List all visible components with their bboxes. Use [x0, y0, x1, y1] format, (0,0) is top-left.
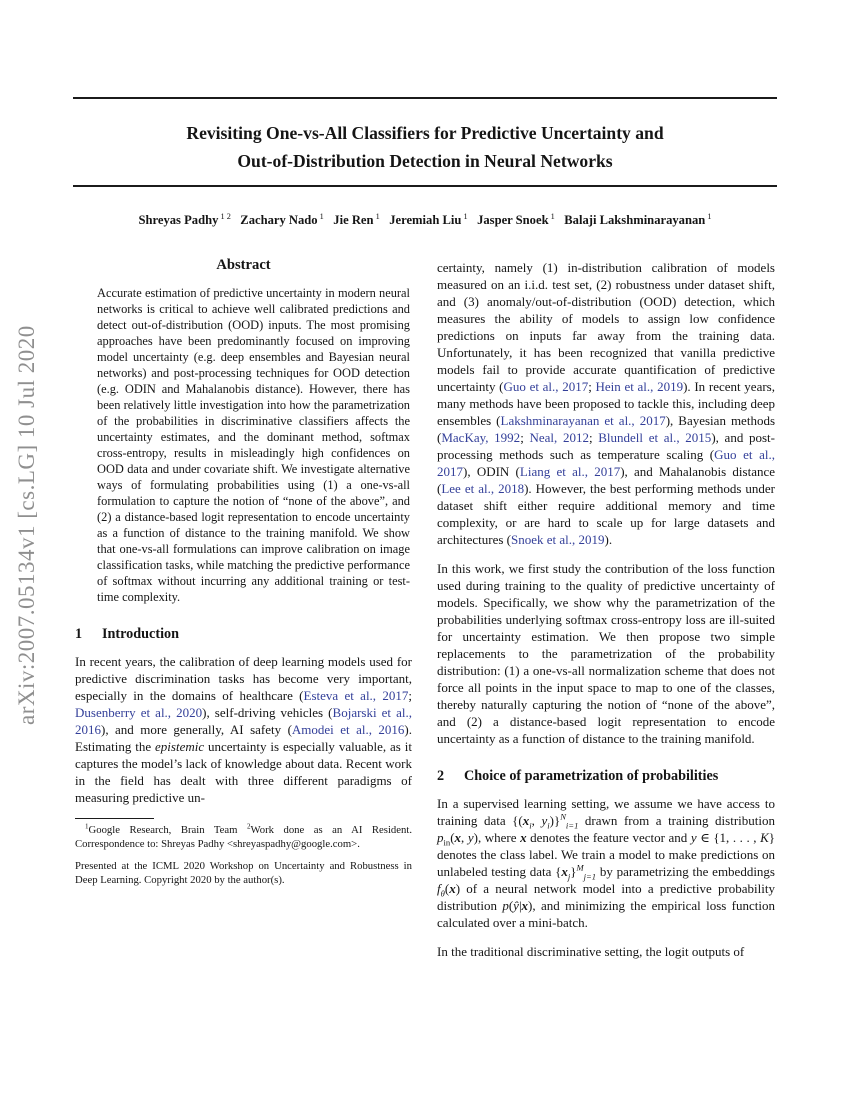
paper-title-line-2: Out-of-Distribution Detection in Neural Networks [237, 151, 613, 171]
citation-link[interactable]: MacKay, 1992 [441, 430, 521, 445]
text-segment: , [461, 830, 468, 845]
text-segment: x [449, 881, 456, 896]
right-column [437, 259, 775, 960]
venue-footnote: Presented at the ICML 2020 Workshop on Uncertainty and Robustness in Deep Learning. Copyright 2020 by the author(s). [75, 860, 412, 886]
text-segment: ), and Mahalanobis distance ( [437, 464, 776, 496]
text-segment: 1 [85, 822, 89, 831]
text-segment: In recent years, the calibration of deep learning models used for predictive discrimination tasks has become very important, especially in the domains of healthcare ( [75, 654, 412, 703]
title-rule [73, 185, 777, 187]
text-segment: ) [455, 881, 461, 896]
text-segment: | [518, 898, 522, 913]
text-segment: {( [512, 813, 523, 828]
section-1-number: 1 [75, 626, 83, 642]
text-segment: j=1 [583, 871, 597, 882]
citation-link[interactable]: Lee et al., 2018 [441, 481, 525, 496]
top-rule [73, 97, 777, 99]
text-segment: , [531, 813, 542, 828]
text-segment: ). Estimating the [75, 722, 412, 754]
text-segment: denotes the class label. We train a model to make predictions on unlabeled testing data [437, 847, 775, 879]
citation-link[interactable]: Hein et al., 2019 [595, 379, 684, 394]
text-segment: Google Research, Brain Team [88, 824, 247, 837]
text-segment: x [522, 813, 530, 828]
text-segment: ; [520, 430, 530, 445]
text-segment: ∈ {1, . . . , [696, 830, 761, 845]
section-1-title: Introduction [102, 626, 179, 642]
text-segment: ( [444, 881, 450, 896]
text-segment: ). In recent years, many methods have been proposed to tackle this, including deep ensembles ( [437, 379, 775, 428]
citation-link[interactable]: Dusenberry et al., 2020 [75, 705, 203, 720]
text-segment: } [570, 864, 577, 879]
section-1-heading [75, 626, 412, 643]
text-segment: ). However, the best performing methods under dataset shift either require additional memory and time complexity, or are hard to scale up for large datasets and architectures ( [437, 481, 775, 547]
citation-link[interactable]: Snoek et al., 2019 [510, 532, 605, 547]
text-segment: In a supervised learning setting, we assume we have access to training data [437, 796, 775, 828]
citation-link[interactable]: Blundell et al., 2015 [598, 430, 712, 445]
affiliation-footnote [75, 824, 412, 851]
text-segment: ; [588, 430, 599, 445]
text-segment: , and minimizing the empirical loss function calculated over a mini-batch. [437, 898, 776, 930]
text-segment: ) [473, 830, 478, 845]
text-segment: 1 [705, 211, 712, 221]
text-segment: Jasper Snoek [467, 213, 549, 227]
text-segment: N [560, 811, 566, 822]
text-segment: ; [588, 379, 596, 394]
body-paragraph-4: In the traditional discriminative setting, the logit outputs of [437, 944, 745, 959]
text-segment: , where [477, 830, 521, 845]
text-segment: Zachary Nado [230, 213, 318, 227]
text-segment: } [768, 830, 775, 845]
text-segment: Shreyas Padhy [138, 213, 219, 227]
abstract-heading: Abstract [216, 257, 271, 273]
body-paragraph-3 [437, 795, 775, 931]
section-2-number: 2 [437, 768, 445, 784]
text-segment: p [437, 830, 444, 845]
section-2-title: Choice of parametrization of probabilities [464, 768, 719, 784]
text-segment: epistemic [155, 739, 205, 754]
text-segment: 1 [373, 211, 380, 221]
section-2-heading [437, 768, 775, 785]
citation-link[interactable]: Liang et al., 2017 [519, 464, 621, 479]
text-segment: drawn from a training distribution [578, 813, 775, 828]
text-segment: Jeremiah Liu [379, 213, 462, 227]
text-segment: )} [549, 813, 561, 828]
text-segment: ). [604, 532, 613, 547]
arxiv-watermark: arXiv:2007.05134v1 [cs.LG] 10 Jul 2020 [14, 325, 39, 726]
text-segment: ; [408, 688, 412, 703]
text-segment: ), Bayesian methods ( [437, 413, 776, 445]
text-segment: denotes the feature vector and [526, 830, 691, 845]
authors-line [0, 213, 850, 228]
text-segment: M [576, 862, 584, 873]
body-paragraph-1 [437, 259, 775, 548]
text-segment: K [760, 830, 769, 845]
text-segment: ), self-driving vehicles ( [202, 705, 333, 720]
text-segment: i [547, 820, 550, 831]
text-segment: 1 [317, 211, 324, 221]
text-segment: ) [528, 898, 533, 913]
text-segment: x [520, 830, 527, 845]
footnote-rule [75, 818, 154, 819]
text-segment: 2 [246, 822, 251, 831]
text-segment: Work done as an AI Resident. Correspondence to: Shreyas Padhy <shreyaspadhy@google.com>. [75, 824, 412, 850]
text-segment: Balaji Lakshminarayanan [554, 213, 706, 227]
text-segment: in [443, 837, 451, 848]
text-segment: ( [508, 898, 514, 913]
text-segment: ŷ [513, 898, 519, 913]
text-segment: 1 [548, 211, 555, 221]
citation-link[interactable]: Esteva et al., 2017 [303, 688, 409, 703]
citation-link[interactable]: Lakshminarayanan et al., 2017 [500, 413, 666, 428]
text-segment: y [541, 813, 548, 828]
text-segment: x [454, 830, 462, 845]
text-segment: ), and post-processing methods such as temperature scaling ( [437, 430, 776, 462]
footnote-block [75, 818, 412, 888]
text-segment: of a neural network model into a predictive probability distribution [437, 881, 775, 913]
text-segment: x [521, 898, 529, 913]
text-segment: x [561, 864, 568, 879]
text-segment: ( [450, 830, 455, 845]
introduction-paragraph [75, 653, 412, 806]
citation-link[interactable]: Guo et al., 2017 [503, 379, 589, 394]
text-segment: i=1 [565, 820, 579, 831]
text-segment: by parametrizing the embeddings [596, 864, 775, 879]
citation-link[interactable]: Neal, 2012 [529, 430, 589, 445]
text-segment: uncertainty is especially valuable, as it captures the model’s lack of knowledge about data. Recent work in the field has dealt with three different paradigms of measuring predictive un- [75, 739, 412, 805]
text-segment: f [437, 881, 441, 896]
text-segment: ), and more generally, AI safety ( [101, 722, 292, 737]
text-segment: θ [440, 888, 445, 899]
abstract-text: Accurate estimation of predictive uncertainty in modern neural networks is critical to achieve well calibrated predictions and detect out-of-distribution (OOD) inputs. The most promising approaches have been predominantly focused on improving model uncertainty (e.g. deep ensembles and Bayesian neural networks) and post-processing techniques for OOD detection (e.g. ODIN and Mahalanobis distance). However, there has been relatively little investigation into how the parametrization of the probabilities in discriminative classifiers affects the uncertainty estimates, and the dominant method, softmax cross-entropy, results in misleadingly high confidences on OOD data and under covariate shift. We investigate alternative ways of formulating probabilities using (1) a one-vs-all formulation to capture the notion of “none of the above”, and (2) a distance-based logit representation to encode uncertainty as a function of distance to the training manifold. We show that one-vs-all formulations can improve calibration on image classification tasks, while matching the predictive performance of softmax without incurring any additional training or test-time complexity. [97, 286, 410, 604]
citation-link[interactable]: Guo et al., 2017 [437, 447, 775, 479]
left-column [75, 257, 412, 888]
text-segment: y [467, 830, 474, 845]
text-segment: p [502, 898, 509, 913]
text-segment: certainty, namely (1) in-distribution calibration of models measured on an i.i.d. test set, (2) robustness under dataset shift, and (3) anomaly/out-of-distribution (OOD) detection, which measures the ability of models to assign low confidence predictions on inputs far away from the training data. Unfortunately, it has been recognized that vanilla predictive models fail to provide accurate quantification of predictive uncertainty ( [437, 260, 775, 394]
body-paragraph-2: In this work, we first study the contribution of the loss function used during training to the quality of predictive uncertainty of models. Specifically, we show why the parametrization of the probabilities underlying softmax cross-entropy loss are ill-suited for uncertainty estimation. We then propose two simple replacements to the parametrization of the probability distribution: (1) a one-vs-all normalization scheme that does not force all points in the input space to map to one of the classes, thereby naturally capturing the notion of “none of the above”, and (2) a distance-based logit representation to encode uncertainty as a function of distance to the training manifold. [437, 561, 775, 746]
text-segment: ), ODIN ( [463, 464, 520, 479]
text-segment: 1 [461, 211, 468, 221]
paper-title-line-1: Revisiting One-vs-All Classifiers for Predictive Uncertainty and [186, 123, 664, 143]
text-segment: 1 2 [218, 211, 231, 221]
citation-link[interactable]: Amodei et al., 2016 [291, 722, 405, 737]
citation-link[interactable]: Bojarski et al., 2016 [75, 705, 412, 737]
text-segment: i [529, 820, 532, 831]
text-segment: j [567, 871, 571, 882]
text-segment: { [555, 864, 562, 879]
text-segment: Jie Ren [323, 213, 374, 227]
text-segment: y [690, 830, 697, 845]
paper-title [0, 119, 850, 175]
